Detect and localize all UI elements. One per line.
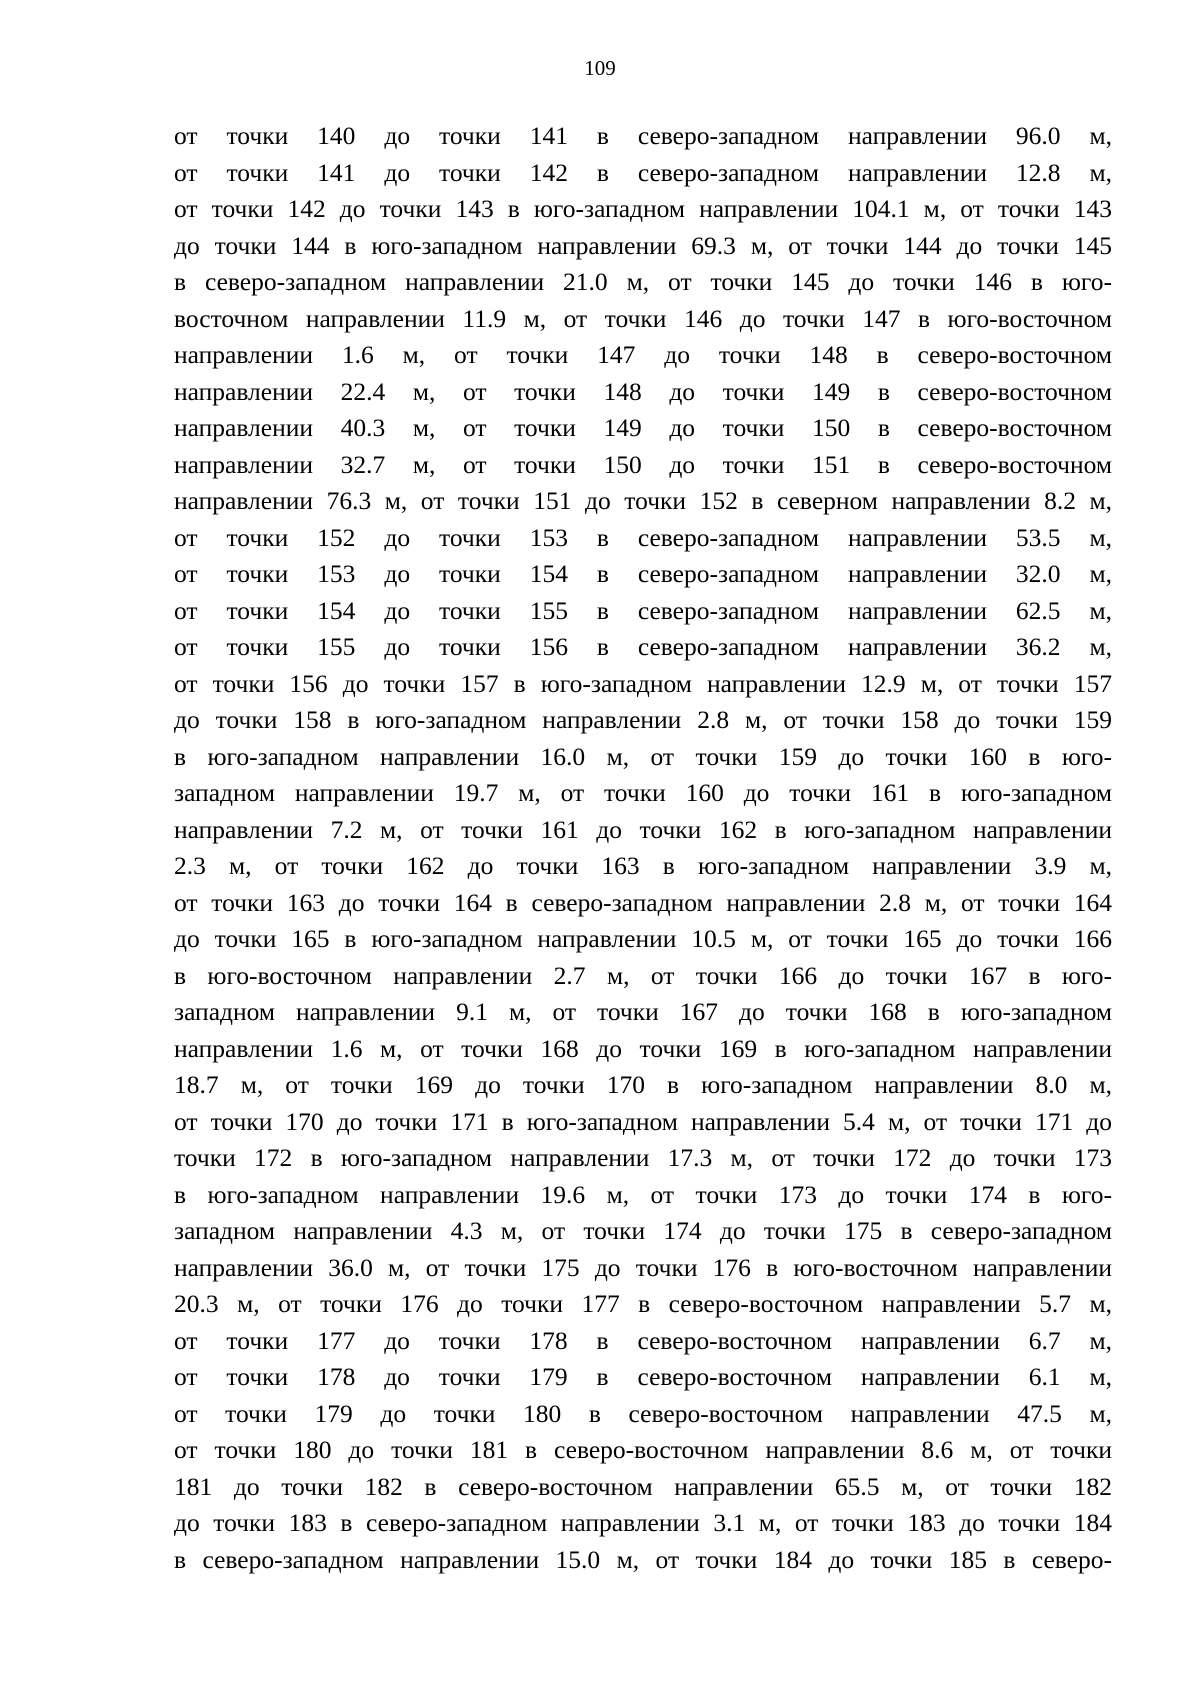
- text-line: до точки 158 в юго-западном направлении 2.8 м, от точки 158 до точки 159: [174, 705, 1112, 734]
- text-line: западном направлении 19.7 м, от точки 160 до точки 161 в юго-западном: [174, 778, 1112, 807]
- text-line: от точки 156 до точки 157 в юго-западном направлении 12.9 м, от точки 157: [174, 668, 1112, 698]
- text-line: от точки 140 до точки 141 в северо-западном направлении 96.0 м,: [174, 121, 1112, 150]
- text-line: точки 172 в юго-западном направлении 17.3 м, от точки 172 до точки 173: [174, 1143, 1112, 1172]
- text-line: от точки 170 до точки 171 в юго-западном направлении 5.4 м, от точки 171 до: [174, 1106, 1112, 1136]
- text-line: в юго-восточном направлении 2.7 м, от точки 166 до точки 167 в юго-: [174, 960, 1112, 990]
- document-body-text: [174, 118, 1112, 1578]
- text-line: до точки 183 в северо-западном направлении 3.1 м, от точки 183 до точки 184: [174, 1508, 1112, 1537]
- text-line: от точки 163 до точки 164 в северо-западном направлении 2.8 м, от точки 164: [174, 887, 1112, 917]
- text-line: восточном направлении 11.9 м, от точки 146 до точки 147 в юго-восточном: [174, 303, 1112, 333]
- text-line: направлении 36.0 м, от точки 175 до точки 176 в юго-восточном направлении: [174, 1252, 1112, 1282]
- text-line: направлении 22.4 м, от точки 148 до точки 149 в северо-восточном: [174, 376, 1112, 406]
- page-number: 109: [584, 56, 616, 80]
- text-line: от точки 142 до точки 143 в юго-западном направлении 104.1 м, от точки 143: [174, 194, 1112, 223]
- text-line: направлении 76.3 м, от точки 151 до точки 152 в северном направлении 8.2 м,: [174, 486, 1112, 515]
- text-line: направлении 32.7 м, от точки 150 до точки 151 в северо-восточном: [174, 449, 1112, 479]
- text-line: от точки 141 до точки 142 в северо-западном направлении 12.8 м,: [174, 157, 1112, 187]
- text-line: от точки 154 до точки 155 в северо-западном направлении 62.5 м,: [174, 595, 1112, 625]
- text-line: от точки 180 до точки 181 в северо-восточном направлении 8.6 м, от точки: [174, 1435, 1112, 1464]
- text-line: 181 до точки 182 в северо-восточном направлении 65.5 м, от точки 182: [174, 1471, 1112, 1501]
- text-line: от точки 155 до точки 156 в северо-западном направлении 36.2 м,: [174, 632, 1112, 661]
- text-line: от точки 153 до точки 154 в северо-западном направлении 32.0 м,: [174, 559, 1112, 588]
- text-line: от точки 152 до точки 153 в северо-западном направлении 53.5 м,: [174, 522, 1112, 552]
- text-line: 20.3 м, от точки 176 до точки 177 в северо-восточном направлении 5.7 м,: [174, 1289, 1112, 1318]
- text-line: направлении 1.6 м, от точки 168 до точки 169 в юго-западном направлении: [174, 1033, 1112, 1063]
- text-line: направлении 40.3 м, от точки 149 до точки 150 в северо-восточном: [174, 413, 1112, 442]
- text-line: направлении 7.2 м, от точки 161 до точки 162 в юго-западном направлении: [174, 814, 1112, 844]
- text-line: 18.7 м, от точки 169 до точки 170 в юго-западном направлении 8.0 м,: [174, 1070, 1112, 1099]
- text-line: в северо-западном направлении 15.0 м, от точки 184 до точки 185 в северо-: [174, 1544, 1112, 1574]
- text-line: направлении 1.6 м, от точки 147 до точки 148 в северо-восточном: [174, 340, 1112, 369]
- text-line: 2.3 м, от точки 162 до точки 163 в юго-западном направлении 3.9 м,: [174, 851, 1112, 880]
- text-line: до точки 165 в юго-западном направлении 10.5 м, от точки 165 до точки 166: [174, 924, 1112, 953]
- text-line: западном направлении 9.1 м, от точки 167 до точки 168 в юго-западном: [174, 997, 1112, 1026]
- text-line: в юго-западном направлении 16.0 м, от точки 159 до точки 160 в юго-: [174, 741, 1112, 771]
- text-line: от точки 179 до точки 180 в северо-восточном направлении 47.5 м,: [174, 1398, 1112, 1428]
- text-line: от точки 177 до точки 178 в северо-восточном направлении 6.7 м,: [174, 1325, 1112, 1355]
- text-line: западном направлении 4.3 м, от точки 174 до точки 175 в северо-западном: [174, 1216, 1112, 1245]
- text-line: до точки 144 в юго-западном направлении 69.3 м, от точки 144 до точки 145: [174, 230, 1112, 260]
- text-line: от точки 178 до точки 179 в северо-восточном направлении 6.1 м,: [174, 1362, 1112, 1391]
- text-line: в юго-западном направлении 19.6 м, от точки 173 до точки 174 в юго-: [174, 1179, 1112, 1209]
- text-line: в северо-западном направлении 21.0 м, от точки 145 до точки 146 в юго-: [174, 267, 1112, 296]
